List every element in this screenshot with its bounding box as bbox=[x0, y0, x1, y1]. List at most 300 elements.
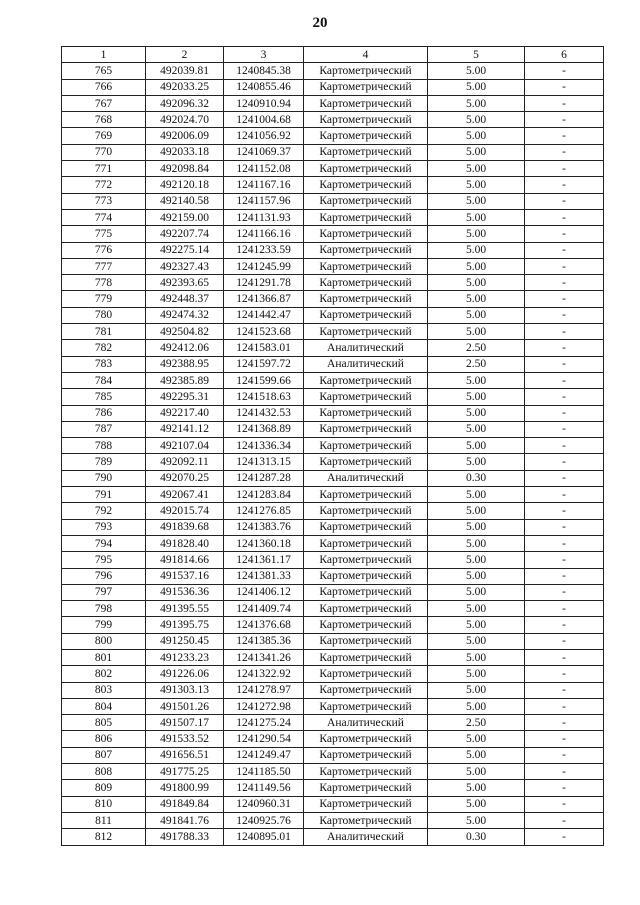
accuracy-cell: 5.00 bbox=[428, 552, 525, 568]
table-row bbox=[62, 307, 604, 323]
x-coordinate-cell: 491841.76 bbox=[146, 812, 224, 828]
table-row bbox=[62, 698, 604, 714]
note-cell: - bbox=[525, 438, 604, 454]
table-row bbox=[62, 193, 604, 209]
x-coordinate-cell: 492275.14 bbox=[146, 242, 224, 258]
note-cell: - bbox=[525, 389, 604, 405]
table-row bbox=[62, 503, 604, 519]
method-cell: Картометрический bbox=[304, 144, 428, 160]
accuracy-cell: 5.00 bbox=[428, 307, 525, 323]
x-coordinate-cell: 491788.33 bbox=[146, 829, 224, 845]
note-cell: - bbox=[525, 535, 604, 551]
accuracy-cell: 5.00 bbox=[428, 568, 525, 584]
note-cell: - bbox=[525, 63, 604, 79]
method-cell: Картометрический bbox=[304, 617, 428, 633]
note-cell: - bbox=[525, 487, 604, 503]
x-coordinate-cell: 492448.37 bbox=[146, 291, 224, 307]
y-coordinate-cell: 1241523.68 bbox=[224, 324, 304, 340]
y-coordinate-cell: 1241583.01 bbox=[224, 340, 304, 356]
note-cell: - bbox=[525, 796, 604, 812]
method-cell: Картометрический bbox=[304, 405, 428, 421]
note-cell: - bbox=[525, 421, 604, 437]
accuracy-cell: 5.00 bbox=[428, 698, 525, 714]
point-number-cell: 801 bbox=[62, 649, 146, 665]
method-cell: Картометрический bbox=[304, 731, 428, 747]
point-number-cell: 800 bbox=[62, 633, 146, 649]
accuracy-cell: 5.00 bbox=[428, 161, 525, 177]
method-cell: Картометрический bbox=[304, 535, 428, 551]
x-coordinate-cell: 492385.89 bbox=[146, 372, 224, 388]
note-cell: - bbox=[525, 95, 604, 111]
y-coordinate-cell: 1241597.72 bbox=[224, 356, 304, 372]
note-cell: - bbox=[525, 568, 604, 584]
accuracy-cell: 5.00 bbox=[428, 324, 525, 340]
x-coordinate-cell: 492393.65 bbox=[146, 275, 224, 291]
x-coordinate-cell: 492067.41 bbox=[146, 487, 224, 503]
accuracy-cell: 5.00 bbox=[428, 193, 525, 209]
method-cell: Картометрический bbox=[304, 454, 428, 470]
x-coordinate-cell: 492070.25 bbox=[146, 470, 224, 486]
accuracy-cell: 5.00 bbox=[428, 242, 525, 258]
method-cell: Картометрический bbox=[304, 601, 428, 617]
table-row bbox=[62, 715, 604, 731]
method-cell: Картометрический bbox=[304, 747, 428, 763]
y-coordinate-cell: 1241442.47 bbox=[224, 307, 304, 323]
method-cell: Картометрический bbox=[304, 812, 428, 828]
method-cell: Картометрический bbox=[304, 633, 428, 649]
table-row bbox=[62, 764, 604, 780]
table-row bbox=[62, 275, 604, 291]
table-row bbox=[62, 63, 604, 79]
table-row bbox=[62, 747, 604, 763]
table-row bbox=[62, 633, 604, 649]
method-cell: Картометрический bbox=[304, 438, 428, 454]
table-row bbox=[62, 405, 604, 421]
method-cell: Картометрический bbox=[304, 324, 428, 340]
accuracy-cell: 2.50 bbox=[428, 715, 525, 731]
accuracy-cell: 5.00 bbox=[428, 617, 525, 633]
accuracy-cell: 5.00 bbox=[428, 454, 525, 470]
table-row bbox=[62, 144, 604, 160]
note-cell: - bbox=[525, 764, 604, 780]
header-col-3: 3 bbox=[224, 47, 304, 63]
y-coordinate-cell: 1241166.16 bbox=[224, 226, 304, 242]
y-coordinate-cell: 1241157.96 bbox=[224, 193, 304, 209]
y-coordinate-cell: 1240960.31 bbox=[224, 796, 304, 812]
y-coordinate-cell: 1241283.84 bbox=[224, 487, 304, 503]
header-col-4: 4 bbox=[304, 47, 428, 63]
point-number-cell: 792 bbox=[62, 503, 146, 519]
accuracy-cell: 5.00 bbox=[428, 372, 525, 388]
point-number-cell: 799 bbox=[62, 617, 146, 633]
point-number-cell: 807 bbox=[62, 747, 146, 763]
accuracy-cell: 5.00 bbox=[428, 503, 525, 519]
point-number-cell: 782 bbox=[62, 340, 146, 356]
x-coordinate-cell: 491507.17 bbox=[146, 715, 224, 731]
method-cell: Картометрический bbox=[304, 552, 428, 568]
y-coordinate-cell: 1240925.76 bbox=[224, 812, 304, 828]
y-coordinate-cell: 1241341.26 bbox=[224, 649, 304, 665]
accuracy-cell: 5.00 bbox=[428, 747, 525, 763]
point-number-cell: 780 bbox=[62, 307, 146, 323]
note-cell: - bbox=[525, 79, 604, 95]
accuracy-cell: 5.00 bbox=[428, 682, 525, 698]
accuracy-cell: 5.00 bbox=[428, 584, 525, 600]
point-number-cell: 809 bbox=[62, 780, 146, 796]
y-coordinate-cell: 1241322.92 bbox=[224, 666, 304, 682]
method-cell: Картометрический bbox=[304, 666, 428, 682]
point-number-cell: 768 bbox=[62, 112, 146, 128]
method-cell: Картометрический bbox=[304, 780, 428, 796]
y-coordinate-cell: 1241278.97 bbox=[224, 682, 304, 698]
note-cell: - bbox=[525, 601, 604, 617]
table-row bbox=[62, 812, 604, 828]
table-row bbox=[62, 731, 604, 747]
y-coordinate-cell: 1241518.63 bbox=[224, 389, 304, 405]
note-cell: - bbox=[525, 633, 604, 649]
x-coordinate-cell: 492120.18 bbox=[146, 177, 224, 193]
x-coordinate-cell: 492098.84 bbox=[146, 161, 224, 177]
note-cell: - bbox=[525, 584, 604, 600]
note-cell: - bbox=[525, 291, 604, 307]
point-number-cell: 781 bbox=[62, 324, 146, 340]
y-coordinate-cell: 1241185.50 bbox=[224, 764, 304, 780]
x-coordinate-cell: 492388.95 bbox=[146, 356, 224, 372]
table-row bbox=[62, 682, 604, 698]
note-cell: - bbox=[525, 649, 604, 665]
table-row bbox=[62, 584, 604, 600]
x-coordinate-cell: 492033.18 bbox=[146, 144, 224, 160]
accuracy-cell: 5.00 bbox=[428, 389, 525, 405]
y-coordinate-cell: 1241275.24 bbox=[224, 715, 304, 731]
accuracy-cell: 5.00 bbox=[428, 633, 525, 649]
x-coordinate-cell: 491800.99 bbox=[146, 780, 224, 796]
point-number-cell: 795 bbox=[62, 552, 146, 568]
point-number-cell: 779 bbox=[62, 291, 146, 307]
method-cell: Аналитический bbox=[304, 356, 428, 372]
y-coordinate-cell: 1241313.15 bbox=[224, 454, 304, 470]
method-cell: Картометрический bbox=[304, 161, 428, 177]
accuracy-cell: 0.30 bbox=[428, 829, 525, 845]
point-number-cell: 797 bbox=[62, 584, 146, 600]
table-row bbox=[62, 796, 604, 812]
y-coordinate-cell: 1240855.46 bbox=[224, 79, 304, 95]
y-coordinate-cell: 1241383.76 bbox=[224, 519, 304, 535]
table-row bbox=[62, 535, 604, 551]
point-number-cell: 774 bbox=[62, 209, 146, 225]
x-coordinate-cell: 492033.25 bbox=[146, 79, 224, 95]
x-coordinate-cell: 492295.31 bbox=[146, 389, 224, 405]
y-coordinate-cell: 1241432.53 bbox=[224, 405, 304, 421]
x-coordinate-cell: 492039.81 bbox=[146, 63, 224, 79]
x-coordinate-cell: 492141.12 bbox=[146, 421, 224, 437]
table-row bbox=[62, 780, 604, 796]
point-number-cell: 769 bbox=[62, 128, 146, 144]
y-coordinate-cell: 1241599.66 bbox=[224, 372, 304, 388]
accuracy-cell: 5.00 bbox=[428, 780, 525, 796]
y-coordinate-cell: 1241069.37 bbox=[224, 144, 304, 160]
point-number-cell: 788 bbox=[62, 438, 146, 454]
accuracy-cell: 5.00 bbox=[428, 649, 525, 665]
accuracy-cell: 5.00 bbox=[428, 487, 525, 503]
point-number-cell: 773 bbox=[62, 193, 146, 209]
table-row bbox=[62, 161, 604, 177]
note-cell: - bbox=[525, 226, 604, 242]
note-cell: - bbox=[525, 715, 604, 731]
y-coordinate-cell: 1241131.93 bbox=[224, 209, 304, 225]
note-cell: - bbox=[525, 372, 604, 388]
x-coordinate-cell: 492207.74 bbox=[146, 226, 224, 242]
table-row bbox=[62, 95, 604, 111]
method-cell: Картометрический bbox=[304, 649, 428, 665]
x-coordinate-cell: 491536.36 bbox=[146, 584, 224, 600]
table-header bbox=[62, 47, 604, 63]
x-coordinate-cell: 491250.45 bbox=[146, 633, 224, 649]
y-coordinate-cell: 1241368.89 bbox=[224, 421, 304, 437]
method-cell: Картометрический bbox=[304, 242, 428, 258]
table-row bbox=[62, 829, 604, 845]
method-cell: Картометрический bbox=[304, 79, 428, 95]
table-row bbox=[62, 454, 604, 470]
table-row bbox=[62, 128, 604, 144]
header-col-1: 1 bbox=[62, 47, 146, 63]
x-coordinate-cell: 491395.75 bbox=[146, 617, 224, 633]
table-row bbox=[62, 258, 604, 274]
y-coordinate-cell: 1241361.17 bbox=[224, 552, 304, 568]
note-cell: - bbox=[525, 552, 604, 568]
point-number-cell: 784 bbox=[62, 372, 146, 388]
point-number-cell: 808 bbox=[62, 764, 146, 780]
y-coordinate-cell: 1241406.12 bbox=[224, 584, 304, 600]
point-number-cell: 794 bbox=[62, 535, 146, 551]
accuracy-cell: 5.00 bbox=[428, 79, 525, 95]
y-coordinate-cell: 1241291.78 bbox=[224, 275, 304, 291]
header-row bbox=[62, 47, 604, 63]
point-number-cell: 766 bbox=[62, 79, 146, 95]
x-coordinate-cell: 491828.40 bbox=[146, 535, 224, 551]
method-cell: Картометрический bbox=[304, 503, 428, 519]
accuracy-cell: 5.00 bbox=[428, 519, 525, 535]
table-row bbox=[62, 79, 604, 95]
point-number-cell: 805 bbox=[62, 715, 146, 731]
header-col-5: 5 bbox=[428, 47, 525, 63]
note-cell: - bbox=[525, 812, 604, 828]
y-coordinate-cell: 1241381.33 bbox=[224, 568, 304, 584]
accuracy-cell: 5.00 bbox=[428, 764, 525, 780]
y-coordinate-cell: 1241149.56 bbox=[224, 780, 304, 796]
method-cell: Картометрический bbox=[304, 307, 428, 323]
x-coordinate-cell: 491501.26 bbox=[146, 698, 224, 714]
point-number-cell: 783 bbox=[62, 356, 146, 372]
page-number: 20 bbox=[312, 15, 328, 31]
table-row bbox=[62, 617, 604, 633]
method-cell: Аналитический bbox=[304, 715, 428, 731]
method-cell: Картометрический bbox=[304, 519, 428, 535]
point-number-cell: 770 bbox=[62, 144, 146, 160]
method-cell: Картометрический bbox=[304, 128, 428, 144]
table-row bbox=[62, 112, 604, 128]
y-coordinate-cell: 1241366.87 bbox=[224, 291, 304, 307]
method-cell: Картометрический bbox=[304, 764, 428, 780]
note-cell: - bbox=[525, 617, 604, 633]
accuracy-cell: 5.00 bbox=[428, 177, 525, 193]
accuracy-cell: 5.00 bbox=[428, 275, 525, 291]
point-number-cell: 810 bbox=[62, 796, 146, 812]
point-number-cell: 806 bbox=[62, 731, 146, 747]
note-cell: - bbox=[525, 519, 604, 535]
accuracy-cell: 0.30 bbox=[428, 470, 525, 486]
method-cell: Картометрический bbox=[304, 372, 428, 388]
note-cell: - bbox=[525, 128, 604, 144]
y-coordinate-cell: 1241360.18 bbox=[224, 535, 304, 551]
note-cell: - bbox=[525, 161, 604, 177]
table-row bbox=[62, 242, 604, 258]
y-coordinate-cell: 1241249.47 bbox=[224, 747, 304, 763]
method-cell: Картометрический bbox=[304, 258, 428, 274]
point-number-cell: 791 bbox=[62, 487, 146, 503]
point-number-cell: 812 bbox=[62, 829, 146, 845]
method-cell: Картометрический bbox=[304, 209, 428, 225]
table-row bbox=[62, 389, 604, 405]
table-row bbox=[62, 487, 604, 503]
accuracy-cell: 5.00 bbox=[428, 226, 525, 242]
x-coordinate-cell: 492412.06 bbox=[146, 340, 224, 356]
note-cell: - bbox=[525, 258, 604, 274]
point-number-cell: 804 bbox=[62, 698, 146, 714]
note-cell: - bbox=[525, 340, 604, 356]
note-cell: - bbox=[525, 144, 604, 160]
table-row bbox=[62, 421, 604, 437]
method-cell: Картометрический bbox=[304, 421, 428, 437]
y-coordinate-cell: 1241276.85 bbox=[224, 503, 304, 519]
x-coordinate-cell: 492015.74 bbox=[146, 503, 224, 519]
accuracy-cell: 5.00 bbox=[428, 112, 525, 128]
x-coordinate-cell: 491814.66 bbox=[146, 552, 224, 568]
table-row bbox=[62, 649, 604, 665]
point-number-cell: 772 bbox=[62, 177, 146, 193]
y-coordinate-cell: 1241287.28 bbox=[224, 470, 304, 486]
x-coordinate-cell: 491533.52 bbox=[146, 731, 224, 747]
accuracy-cell: 5.00 bbox=[428, 95, 525, 111]
point-number-cell: 786 bbox=[62, 405, 146, 421]
x-coordinate-cell: 492092.11 bbox=[146, 454, 224, 470]
point-number-cell: 776 bbox=[62, 242, 146, 258]
x-coordinate-cell: 491395.55 bbox=[146, 601, 224, 617]
note-cell: - bbox=[525, 177, 604, 193]
accuracy-cell: 5.00 bbox=[428, 209, 525, 225]
y-coordinate-cell: 1241272.98 bbox=[224, 698, 304, 714]
accuracy-cell: 2.50 bbox=[428, 340, 525, 356]
note-cell: - bbox=[525, 470, 604, 486]
note-cell: - bbox=[525, 780, 604, 796]
table-row bbox=[62, 568, 604, 584]
coordinates-table bbox=[61, 46, 604, 846]
y-coordinate-cell: 1241233.59 bbox=[224, 242, 304, 258]
method-cell: Картометрический bbox=[304, 63, 428, 79]
method-cell: Аналитический bbox=[304, 829, 428, 845]
accuracy-cell: 5.00 bbox=[428, 731, 525, 747]
accuracy-cell: 5.00 bbox=[428, 601, 525, 617]
y-coordinate-cell: 1241152.08 bbox=[224, 161, 304, 177]
note-cell: - bbox=[525, 666, 604, 682]
point-number-cell: 778 bbox=[62, 275, 146, 291]
point-number-cell: 793 bbox=[62, 519, 146, 535]
method-cell: Картометрический bbox=[304, 275, 428, 291]
method-cell: Картометрический bbox=[304, 389, 428, 405]
x-coordinate-cell: 492327.43 bbox=[146, 258, 224, 274]
table-row bbox=[62, 291, 604, 307]
table-row bbox=[62, 519, 604, 535]
note-cell: - bbox=[525, 193, 604, 209]
table-row bbox=[62, 226, 604, 242]
accuracy-cell: 5.00 bbox=[428, 666, 525, 682]
y-coordinate-cell: 1241290.54 bbox=[224, 731, 304, 747]
method-cell: Картометрический bbox=[304, 291, 428, 307]
accuracy-cell: 5.00 bbox=[428, 63, 525, 79]
note-cell: - bbox=[525, 307, 604, 323]
method-cell: Картометрический bbox=[304, 584, 428, 600]
method-cell: Картометрический bbox=[304, 487, 428, 503]
method-cell: Картометрический bbox=[304, 796, 428, 812]
accuracy-cell: 5.00 bbox=[428, 144, 525, 160]
y-coordinate-cell: 1240910.94 bbox=[224, 95, 304, 111]
table-body bbox=[62, 63, 604, 845]
y-coordinate-cell: 1241004.68 bbox=[224, 112, 304, 128]
point-number-cell: 765 bbox=[62, 63, 146, 79]
point-number-cell: 771 bbox=[62, 161, 146, 177]
table-row bbox=[62, 372, 604, 388]
x-coordinate-cell: 492474.32 bbox=[146, 307, 224, 323]
y-coordinate-cell: 1241336.34 bbox=[224, 438, 304, 454]
x-coordinate-cell: 492006.09 bbox=[146, 128, 224, 144]
accuracy-cell: 5.00 bbox=[428, 535, 525, 551]
x-coordinate-cell: 492140.58 bbox=[146, 193, 224, 209]
method-cell: Картометрический bbox=[304, 193, 428, 209]
method-cell: Картометрический bbox=[304, 226, 428, 242]
x-coordinate-cell: 491839.68 bbox=[146, 519, 224, 535]
x-coordinate-cell: 491303.13 bbox=[146, 682, 224, 698]
method-cell: Картометрический bbox=[304, 698, 428, 714]
x-coordinate-cell: 492096.32 bbox=[146, 95, 224, 111]
point-number-cell: 777 bbox=[62, 258, 146, 274]
y-coordinate-cell: 1241409.74 bbox=[224, 601, 304, 617]
note-cell: - bbox=[525, 112, 604, 128]
point-number-cell: 785 bbox=[62, 389, 146, 405]
x-coordinate-cell: 492024.70 bbox=[146, 112, 224, 128]
y-coordinate-cell: 1241245.99 bbox=[224, 258, 304, 274]
x-coordinate-cell: 491233.23 bbox=[146, 649, 224, 665]
x-coordinate-cell: 491537.16 bbox=[146, 568, 224, 584]
accuracy-cell: 5.00 bbox=[428, 405, 525, 421]
note-cell: - bbox=[525, 829, 604, 845]
note-cell: - bbox=[525, 698, 604, 714]
accuracy-cell: 5.00 bbox=[428, 421, 525, 437]
method-cell: Картометрический bbox=[304, 95, 428, 111]
note-cell: - bbox=[525, 324, 604, 340]
table-row bbox=[62, 438, 604, 454]
method-cell: Картометрический bbox=[304, 177, 428, 193]
point-number-cell: 775 bbox=[62, 226, 146, 242]
note-cell: - bbox=[525, 356, 604, 372]
method-cell: Картометрический bbox=[304, 568, 428, 584]
table-row bbox=[62, 601, 604, 617]
accuracy-cell: 5.00 bbox=[428, 258, 525, 274]
accuracy-cell: 5.00 bbox=[428, 128, 525, 144]
method-cell: Аналитический bbox=[304, 340, 428, 356]
y-coordinate-cell: 1241056.92 bbox=[224, 128, 304, 144]
x-coordinate-cell: 492107.04 bbox=[146, 438, 224, 454]
x-coordinate-cell: 491849.84 bbox=[146, 796, 224, 812]
